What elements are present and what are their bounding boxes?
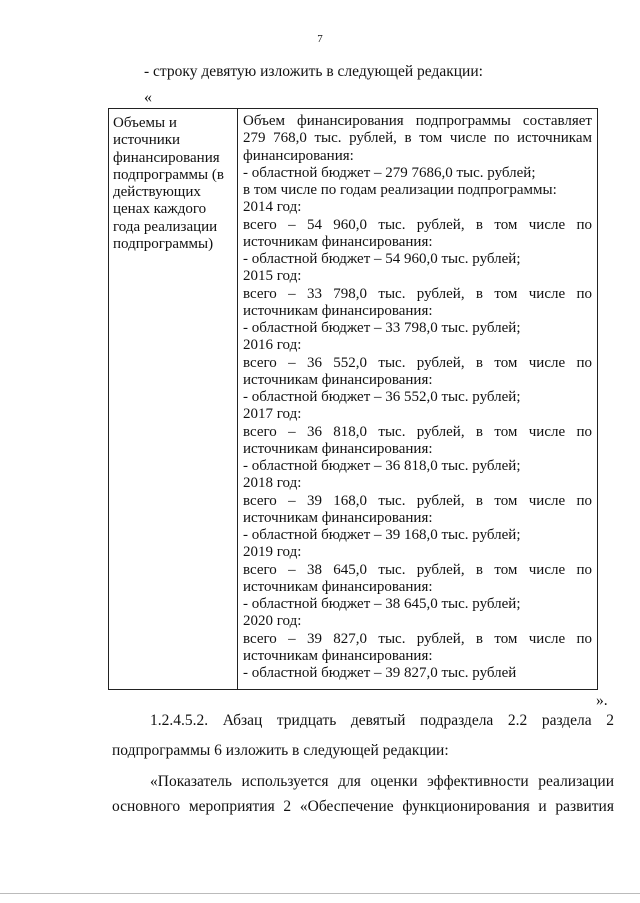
right-cell-line: 2017 год: <box>243 406 302 423</box>
table-row <box>109 109 598 690</box>
right-cell-line: - областной бюджет – 39 827,0 тыс. рублей <box>243 665 517 681</box>
financing-table <box>108 108 598 690</box>
left-cell-line: ценах каждого <box>113 201 207 218</box>
left-cell-line: года реализации <box>113 218 218 235</box>
right-cell-line: - областной бюджет – 36 818,0 тыс. рублей; <box>243 458 521 474</box>
right-cell-line: 2016 год: <box>243 337 302 354</box>
right-cell-line: 279 768,0 тыс. рублей, в том числе по источникам <box>243 130 592 147</box>
right-cell-line: - областной бюджет – 279 7686,0 тыс. рублей; <box>243 164 536 181</box>
left-cell-line: финансирования <box>113 149 220 166</box>
left-cell-line: подпрограммы) <box>113 235 214 252</box>
bottom-rule <box>0 893 640 894</box>
right-cell-line: источникам финансирования: <box>243 578 433 595</box>
paragraph-amendment <box>112 711 614 730</box>
left-cell-line: действующих <box>113 184 201 200</box>
right-cell-line: - областной бюджет – 36 552,0 тыс. рублей; <box>243 389 521 405</box>
right-cell-line: 2020 год: <box>243 613 302 630</box>
right-cell-line: всего – 38 645,0 тыс. рублей, в том числе по <box>243 561 592 578</box>
right-cell-line: - областной бюджет – 54 960,0 тыс. рублей; <box>243 251 521 267</box>
right-cell-line: - областной бюджет – 33 798,0 тыс. рублей; <box>243 320 521 336</box>
close-quote: ». <box>596 692 608 709</box>
right-cell-line: 2018 год: <box>243 475 302 492</box>
right-cell-line: всего – 54 960,0 тыс. рублей, в том числе по <box>243 216 592 233</box>
page-number: 7 <box>317 33 323 45</box>
right-cell-line: - областной бюджет – 38 645,0 тыс. рублей; <box>243 596 521 612</box>
right-cell-line: Объем финансирования подпрограммы составляет <box>243 113 592 129</box>
paragraph-line: основного мероприятия 2 «Обеспечение функционирования и развития <box>112 798 614 815</box>
right-cell-line: всего – 33 798,0 тыс. рублей, в том числе по <box>243 285 592 302</box>
right-cell-line: в том числе по годам реализации подпрограммы: <box>243 182 557 198</box>
right-cell-line: всего – 36 818,0 тыс. рублей, в том числе по <box>243 423 592 440</box>
right-cell-line: финансирования: <box>243 147 354 164</box>
paragraph-line: 1.2.4.5.2. Абзац тридцать девятый подраздела 2.2 раздела 2 <box>150 712 614 729</box>
right-cell-line: всего – 39 827,0 тыс. рублей, в том числе по <box>243 630 592 647</box>
paragraph-indicator-cont <box>112 797 614 816</box>
right-cell <box>238 109 598 690</box>
paragraph-line: подпрограммы 6 изложить в следующей редакции: <box>112 742 449 759</box>
open-quote: « <box>144 89 152 106</box>
right-cell-line: источникам финансирования: <box>243 302 433 319</box>
left-cell-line: Объемы и <box>113 115 177 131</box>
right-cell-line: всего – 36 552,0 тыс. рублей, в том числе по <box>243 354 592 371</box>
right-cell-line: 2015 год: <box>243 268 302 285</box>
right-cell-line: всего – 39 168,0 тыс. рублей, в том числе по <box>243 492 592 509</box>
paragraph-indicator <box>112 772 614 791</box>
right-cell-line: - областной бюджет – 39 168,0 тыс. рублей; <box>243 527 521 543</box>
left-cell-line: источники <box>113 132 181 149</box>
right-cell-line: 2014 год: <box>243 199 302 216</box>
right-cell-line: источникам финансирования: <box>243 647 433 664</box>
intro-text: - строку девятую изложить в следующей редакции: <box>144 63 483 80</box>
paragraph-line: «Показатель используется для оценки эффективности реализации <box>150 773 614 790</box>
right-cell-line: источникам финансирования: <box>243 509 433 526</box>
left-cell-line: подпрограммы (в <box>113 166 224 183</box>
right-cell-line: 2019 год: <box>243 544 302 561</box>
left-cell <box>109 109 238 690</box>
right-cell-line: источникам финансирования: <box>243 371 433 388</box>
right-cell-line: источникам финансирования: <box>243 233 433 250</box>
right-cell-line: источникам финансирования: <box>243 440 433 457</box>
